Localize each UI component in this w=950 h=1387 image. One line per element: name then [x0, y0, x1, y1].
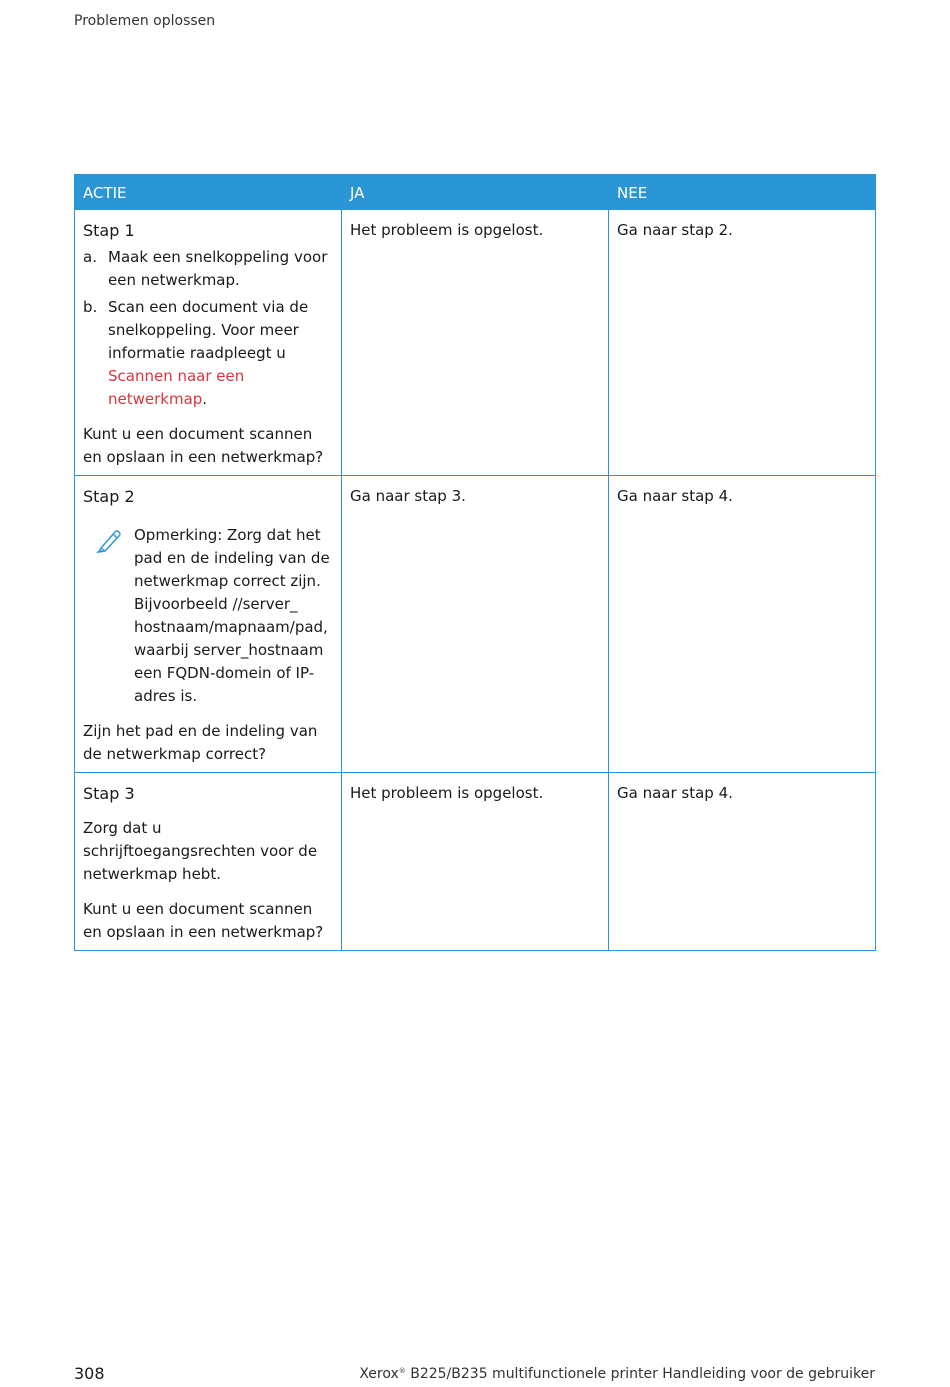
yes-cell [342, 210, 609, 476]
list-marker: a. [83, 248, 97, 266]
step-question: Zijn het pad en de indeling van de netwerkmap correct? [83, 722, 318, 763]
step-title: Stap 3 [83, 784, 135, 803]
no-cell [609, 210, 876, 476]
no-text: Ga naar stap 4. [617, 487, 733, 505]
step-question: Kunt u een document scannen en opslaan in een netwerkmap? [83, 425, 324, 466]
no-cell [609, 476, 876, 773]
pen-note-icon [95, 526, 123, 554]
running-header: Problemen oplossen [74, 13, 216, 29]
table-header-row [75, 175, 876, 210]
no-cell [609, 773, 876, 951]
step-instruction: Zorg dat u schrijftoegangsrechten voor de netwerkmap hebt. [83, 819, 318, 883]
list-marker: b. [83, 298, 98, 316]
substep-list [83, 246, 333, 411]
column-header-nee: NEE [609, 175, 876, 210]
yes-cell [342, 773, 609, 951]
list-item [83, 246, 333, 292]
yes-cell [342, 476, 609, 773]
document-title-text: B225/B235 multifunctionele printer Handleiding voor de gebruiker [405, 1366, 875, 1382]
table-row [75, 210, 876, 476]
table-row [75, 476, 876, 773]
step-question: Kunt u een document scannen en opslaan in een netwerkmap? [83, 900, 324, 941]
list-item [83, 296, 333, 411]
document-title [359, 1366, 875, 1382]
trademark-symbol: ® [398, 1367, 406, 1375]
note-block [83, 524, 333, 708]
substep-text: Scan een document via de snelkoppeling. Voor meer informatie raadpleegt u [108, 298, 309, 362]
yes-text: Ga naar stap 3. [350, 487, 466, 505]
scan-to-network-folder-link[interactable]: Scannen naar een netwerkmap [108, 367, 245, 408]
brand-name: Xerox [359, 1366, 399, 1382]
substep-punctuation: . [202, 390, 208, 408]
column-header-actie: ACTIE [75, 175, 342, 210]
substep-text: Maak een snelkoppeling voor een netwerkmap. [108, 248, 328, 289]
note-text: Opmerking: Zorg dat het pad en de indeling van de netwerkmap correct zijn. Bijvoorbeeld //server_ hostnaam/mapnaam/pad, waarbij server_hostnaam een FQDN-domein of IP-adres is. [134, 526, 330, 705]
action-cell [75, 476, 342, 773]
troubleshooting-table [74, 174, 876, 951]
yes-text: Het probleem is opgelost. [350, 784, 544, 802]
action-cell [75, 210, 342, 476]
page-number: 308 [74, 1364, 105, 1383]
step-title: Stap 2 [83, 487, 135, 506]
step-title: Stap 1 [83, 221, 135, 240]
yes-text: Het probleem is opgelost. [350, 221, 544, 239]
table-row [75, 773, 876, 951]
no-text: Ga naar stap 2. [617, 221, 733, 239]
column-header-ja: JA [342, 175, 609, 210]
no-text: Ga naar stap 4. [617, 784, 733, 802]
action-cell [75, 773, 342, 951]
